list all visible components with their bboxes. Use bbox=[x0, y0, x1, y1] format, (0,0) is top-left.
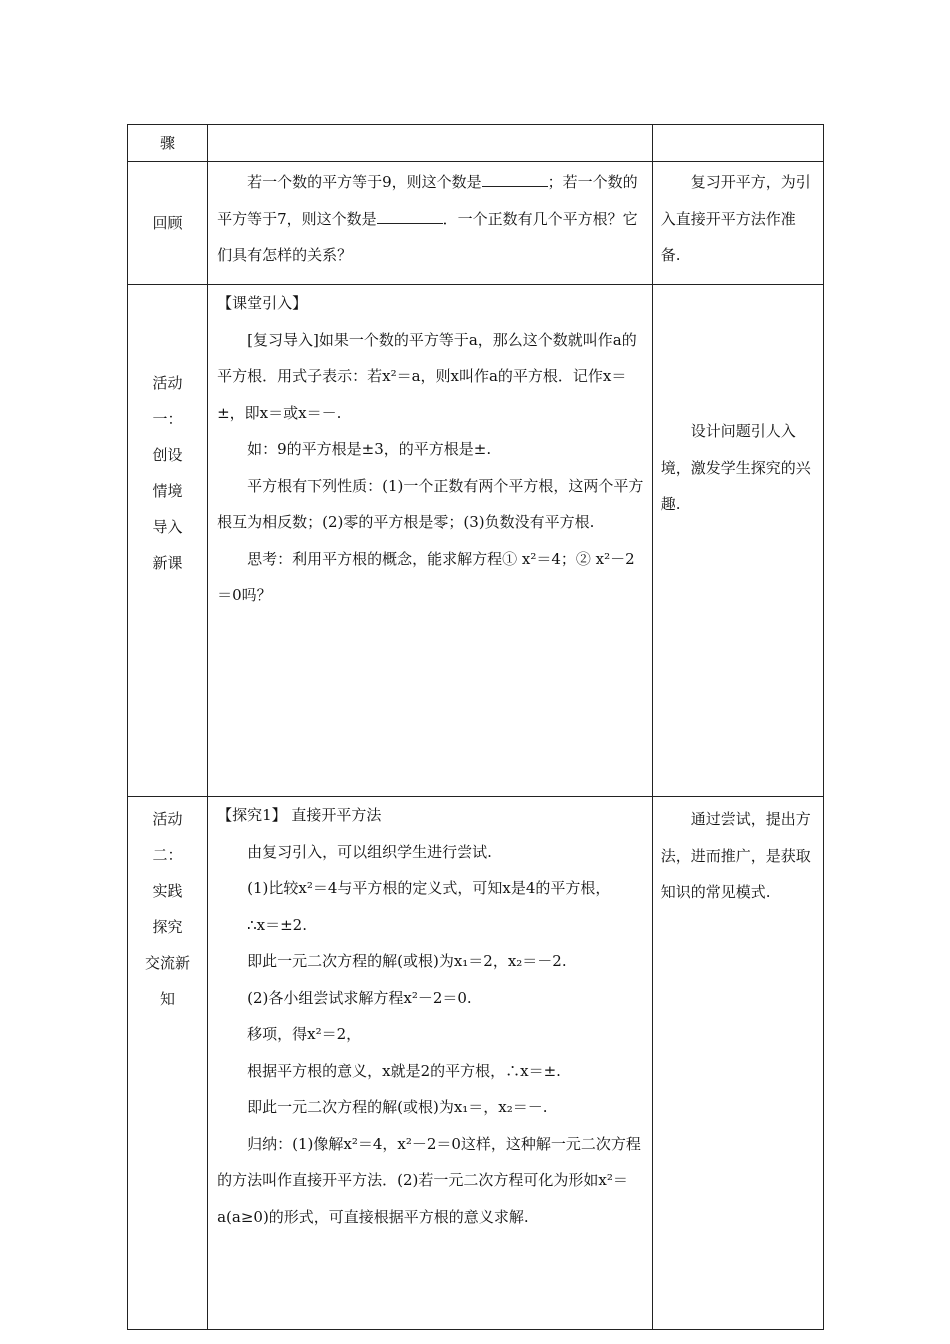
section-heading: 【课堂引入】 bbox=[217, 294, 308, 312]
step-line: 二： bbox=[152, 846, 183, 864]
note-cell-empty bbox=[652, 125, 823, 162]
step-line: 实践 bbox=[152, 882, 183, 900]
activity-1-note bbox=[652, 285, 823, 797]
step-line: 交流新 bbox=[145, 954, 191, 972]
step-cell-activity-1 bbox=[128, 285, 208, 797]
review-content bbox=[208, 162, 653, 285]
paragraph: 由复习引入，可以组织学生进行尝试. bbox=[247, 842, 492, 861]
answer-blank bbox=[482, 172, 548, 187]
note-text: 通过尝试，提出方法，进而推广，是获取知识的常见模式. bbox=[660, 810, 811, 901]
paragraph: 如：9的平方根是±3，的平方根是±. bbox=[247, 440, 492, 458]
step-line: 活动 bbox=[152, 810, 183, 828]
content-cell-empty bbox=[208, 125, 653, 162]
step-line: 新课 bbox=[152, 554, 183, 572]
section-heading: 【探究1】 直接开平方法 bbox=[217, 806, 382, 824]
step-line: 知 bbox=[160, 990, 176, 1008]
review-text-part-2: ；若一个数的平方等于7，则这个数是 bbox=[217, 173, 638, 228]
step-line: 情境 bbox=[152, 482, 183, 500]
step-cell: 骤 bbox=[128, 125, 208, 162]
table-row-activity-1 bbox=[128, 285, 824, 797]
answer-blank bbox=[377, 209, 443, 224]
paragraph: 移项，得x²＝2， bbox=[247, 1025, 362, 1043]
step-line: 探究 bbox=[152, 918, 183, 936]
paragraph: 归纳：(1)像解x²＝4，x²－2＝0这样，这种解一元二次方程的方法叫作直接开平方法．(2)若一元二次方程可化为形如x²＝a(a≥0)的形式，可直接根据平方根的意义求解. bbox=[217, 1134, 641, 1226]
review-note bbox=[652, 162, 823, 285]
step-line: 活动 bbox=[152, 374, 183, 392]
paragraph: 思考：利用平方根的概念，能求解方程① x²＝4；② x²－2＝0吗？ bbox=[217, 549, 635, 604]
step-cell-review: 回顾 bbox=[128, 162, 208, 285]
step-line: 创设 bbox=[152, 446, 183, 464]
paragraph: 平方根有下列性质：(1)一个正数有两个平方根，这两个平方根互为相反数；(2)零的平方根是零；(3)负数没有平方根. bbox=[217, 476, 644, 531]
paragraph: 即此一元二次方程的解(或根)为x₁＝，x₂＝－. bbox=[247, 1098, 548, 1116]
paragraph: (1)比较x²＝4与平方根的定义式，可知x是4的平方根， bbox=[247, 879, 611, 897]
lesson-plan-table bbox=[127, 124, 824, 1330]
step-line: 导入 bbox=[152, 518, 183, 536]
activity-1-content bbox=[208, 285, 653, 797]
note-text: 设计问题引人入境，激发学生探究的兴趣. bbox=[660, 422, 811, 513]
table-row-activity-2 bbox=[128, 797, 824, 1330]
paragraph: [复习导入]如果一个数的平方等于a，那么这个数就叫作a的平方根．用式子表示：若x²＝a，则x叫作a的平方根．记作x＝±，即x＝或x＝－. bbox=[217, 330, 637, 422]
review-text-part-3: ．一个正数有几个平方根？它们具有怎样的关系？ bbox=[217, 209, 638, 264]
review-text-part-1: 若一个数的平方等于9，则这个数是 bbox=[247, 173, 482, 191]
paragraph: ∴x＝±2. bbox=[247, 915, 307, 934]
paragraph: (2)各小组尝试求解方程x²－2＝0. bbox=[247, 988, 472, 1007]
table-row-header bbox=[128, 125, 824, 162]
step-cell-activity-2 bbox=[128, 797, 208, 1330]
paragraph: 即此一元二次方程的解(或根)为x₁＝2，x₂＝－2. bbox=[247, 952, 567, 970]
step-line: 一： bbox=[152, 410, 183, 428]
table-row-review bbox=[128, 162, 824, 285]
activity-2-content bbox=[208, 797, 653, 1330]
review-text bbox=[217, 164, 644, 274]
paragraph: 根据平方根的意义，x就是2的平方根，∴x＝±. bbox=[247, 1061, 561, 1080]
review-note-text: 复习开平方，为引入直接开平方法作准备. bbox=[660, 173, 811, 264]
activity-2-note bbox=[652, 797, 823, 1330]
